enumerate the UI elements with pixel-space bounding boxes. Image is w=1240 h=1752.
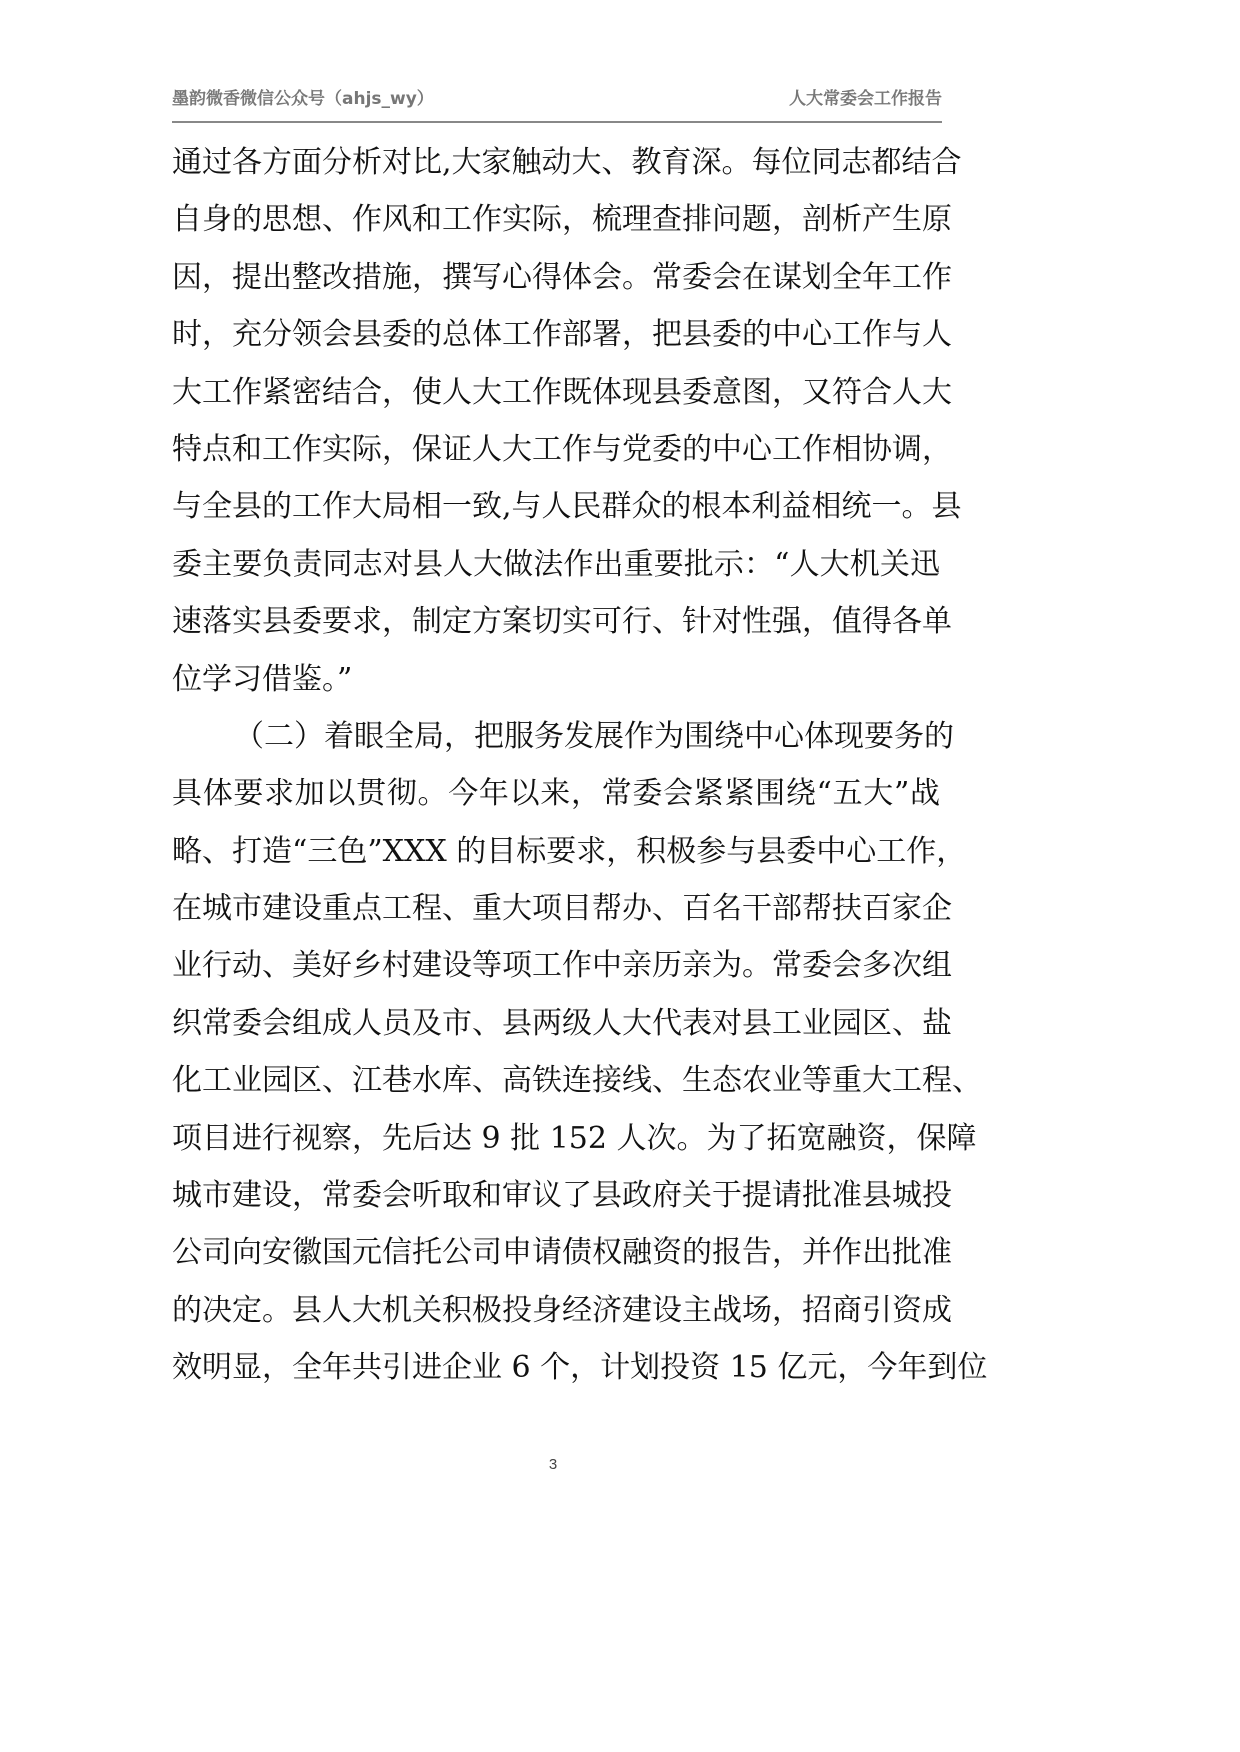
text-line: 与全县的工作大局相一致,与人民群众的根本利益相统一。县 — [172, 489, 962, 525]
page-number: 3 — [548, 1456, 558, 1473]
text-line: 业行动、美好乡村建设等项工作中亲历亲为。常委会多次组 — [172, 948, 952, 984]
text-line: 织常委会组成人员及市、县两级人大代表对县工业园区、盐 — [172, 1005, 952, 1041]
header-title: 人大常委会工作报告 — [789, 89, 942, 109]
text-line: 城市建设，常委会听取和审议了县政府关于提请批准县城投 — [172, 1178, 952, 1214]
text-line: 时，充分领会县委的总体工作部署，把县委的中心工作与人 — [172, 317, 952, 353]
text-line: 在城市建设重点工程、重大项目帮办、百名干部帮扶百家企 — [172, 891, 952, 927]
running-header — [172, 84, 942, 110]
text-line: 大工作紧密结合，使人大工作既体现县委意图，又符合人大 — [172, 374, 952, 410]
header-source: 墨韵微香微信公众号（ahjs_wy） — [172, 89, 434, 109]
text-line: 委主要负责同志对县人大做法作出重要批示：“人大机关迅 — [172, 546, 940, 582]
text-line: 的决定。县人大机关积极投身经济建设主战场，招商引资成 — [172, 1292, 952, 1328]
header-rule — [172, 121, 942, 123]
text-line: 化工业园区、江巷水库、高铁连接线、生态农业等重大工程、 — [172, 1063, 982, 1099]
text-line: 自身的思想、作风和工作实际，梳理查排问题，剖析产生原 — [172, 202, 952, 238]
text-line: 效明显，全年共引进企业 6 个，计划投资 15 亿元，今年到位 — [172, 1350, 988, 1386]
text-line: 略、打造“三色”XXX 的目标要求，积极参与县委中心工作， — [172, 833, 967, 869]
paragraph — [172, 714, 988, 1403]
text-line: （二）着眼全局，把服务发展作为围绕中心体现要务的 — [234, 718, 954, 754]
text-line: 速落实县委要求，制定方案切实可行、针对性强，值得各单 — [172, 604, 952, 640]
text-line: 项目进行视察，先后达 9 批 152 人次。为了拓宽融资，保障 — [172, 1120, 977, 1156]
paragraph — [172, 140, 962, 714]
text-line: 位学习借鉴。” — [172, 661, 353, 697]
text-line: 特点和工作实际，保证人大工作与党委的中心工作相协调， — [172, 431, 952, 467]
text-line: 因，提出整改措施，撰写心得体会。常委会在谋划全年工作 — [172, 259, 952, 295]
text-line: 公司向安徽国元信托公司申请债权融资的报告，并作出批准 — [172, 1235, 952, 1271]
text-line: 通过各方面分析对比,大家触动大、教育深。每位同志都结合 — [172, 145, 962, 180]
text-line: 具体要求加以贯彻。今年以来，常委会紧紧围绕“五大”战 — [172, 776, 940, 812]
document-body — [172, 140, 988, 1403]
